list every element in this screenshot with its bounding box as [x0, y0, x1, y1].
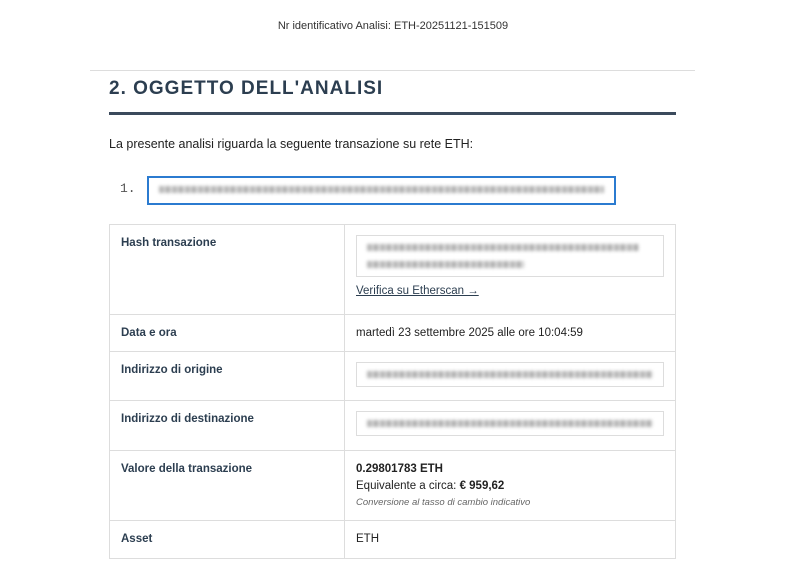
transaction-hash-field[interactable]	[147, 176, 616, 205]
table-row	[110, 451, 676, 521]
section-title: 2. OGGETTO DELL'ANALISI	[109, 78, 384, 99]
list-number: 1.	[120, 181, 136, 196]
redacted-address	[367, 371, 653, 378]
value-label: Valore della transazione	[110, 451, 345, 521]
asset-value: ETH	[345, 521, 676, 559]
hash-label: Hash transazione	[110, 225, 345, 315]
date-value: martedì 23 settembre 2025 alle ore 10:04:59	[345, 315, 676, 352]
equivalent-label: Equivalente a circa:	[356, 480, 460, 492]
origin-label: Indirizzo di origine	[110, 352, 345, 401]
analysis-id-header: Nr identificativo Analisi: ETH-20251121-151509	[277, 20, 509, 32]
redacted-hash-line	[367, 244, 639, 251]
intro-text: La presente analisi riguarda la seguente transazione su rete ETH:	[109, 137, 474, 151]
redacted-hash-line	[367, 261, 524, 268]
table-row	[110, 401, 676, 451]
value-eth: 0.29801783 ETH	[356, 463, 443, 475]
redacted-hash	[159, 186, 604, 193]
table-row	[110, 225, 676, 315]
etherscan-link[interactable]: Verifica su Etherscan →	[356, 285, 479, 297]
date-label: Data e ora	[110, 315, 345, 352]
conversion-note: Conversione al tasso di cambio indicativo	[356, 497, 531, 508]
table-row	[110, 315, 676, 352]
equivalent-line	[356, 480, 664, 492]
destination-address-box	[356, 411, 664, 436]
header-divider	[90, 70, 695, 71]
redacted-address	[367, 420, 653, 427]
destination-label: Indirizzo di destinazione	[110, 401, 345, 451]
title-underline	[109, 112, 676, 115]
table-row	[110, 352, 676, 401]
table-row	[110, 521, 676, 559]
hash-value-box	[356, 235, 664, 277]
equivalent-value: € 959,62	[459, 480, 505, 492]
transaction-details-table	[109, 224, 676, 559]
origin-address-box	[356, 362, 664, 387]
asset-label: Asset	[110, 521, 345, 559]
